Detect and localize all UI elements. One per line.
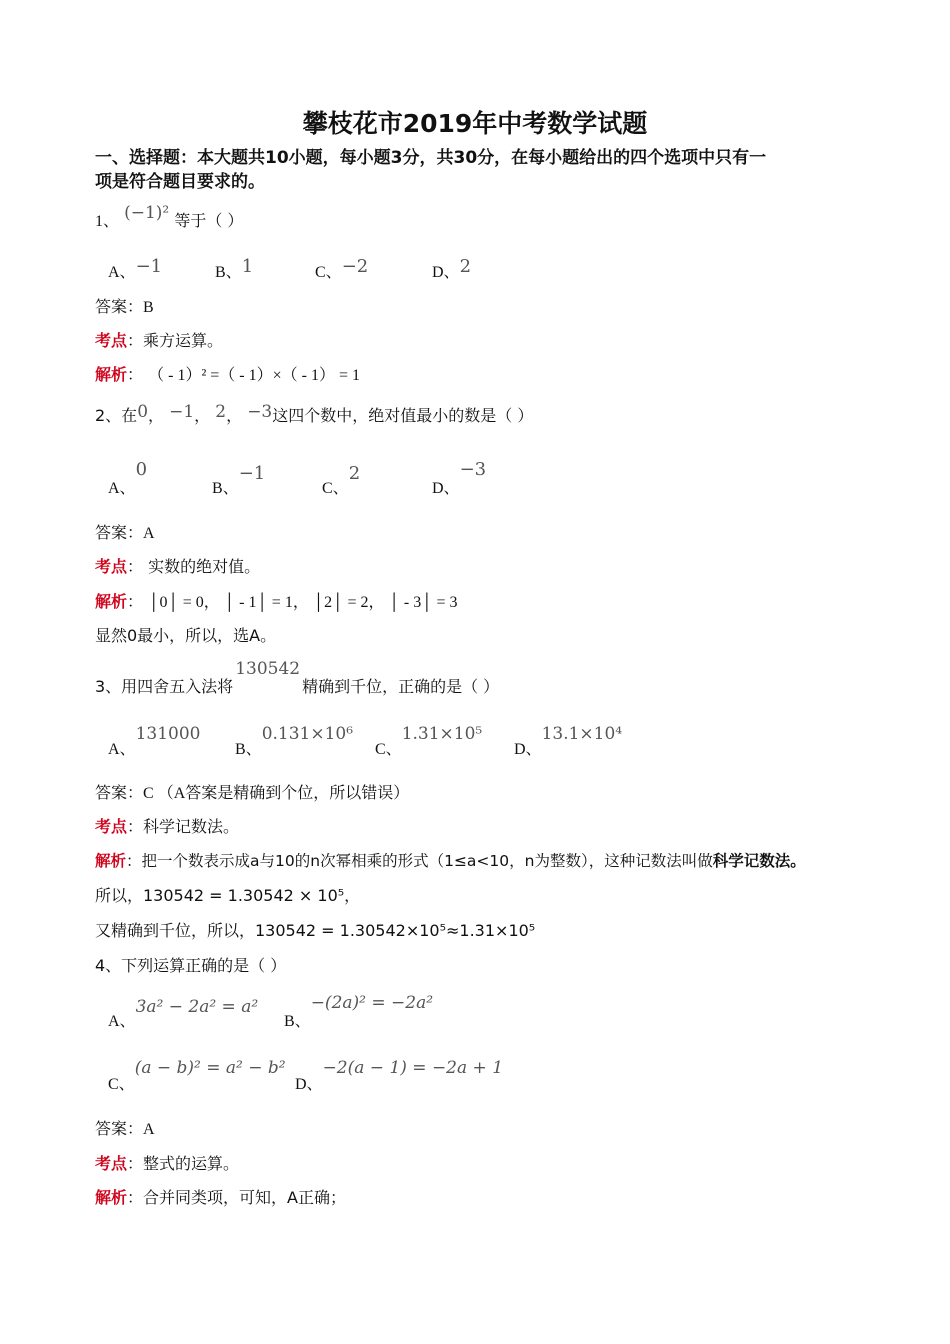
q2-stem: 2、在0， −1， 2， −3这四个数中，绝对值最小的数是（ ） xyxy=(95,402,534,425)
q3-kaodian: 考点：科学记数法。 xyxy=(95,817,240,836)
q2-option-c: C、2 xyxy=(322,463,361,497)
q2-kaodian: 考点： 实数的绝对值。 xyxy=(95,557,261,576)
q4-option-c: C、(a − b)² = a² − b² xyxy=(108,1058,286,1093)
q4-option-d: D、−2(a − 1) = −2a + 1 xyxy=(295,1058,504,1093)
q1-option-b: B、1 xyxy=(215,256,254,281)
q4-answer: 答案：A xyxy=(95,1119,155,1138)
q3-option-d: D、13.1×10⁴ xyxy=(514,724,623,758)
q2-option-b: B、−1 xyxy=(212,463,266,497)
q4-option-b: B、−(2a)² = −2a² xyxy=(284,993,434,1030)
q1-answer: 答案：B xyxy=(95,297,154,316)
q4-jiexi: 解析：合并同类项，可知，A正确； xyxy=(95,1188,346,1207)
q4-option-a: A、3a² − 2a² = a² xyxy=(108,997,259,1030)
q3-jiexi: 解析：把一个数表示成a与10的n次幂相乘的形式（1≤a<10，n为整数），这种记数法叫做科学记数法。 xyxy=(95,852,806,870)
q2-conclusion: 显然0最小，所以，选A。 xyxy=(95,626,277,645)
q3-option-c: C、1.31×10⁵ xyxy=(375,724,483,758)
q3-jiexi-line2: 所以，130542 = 1.30542 × 10⁵， xyxy=(95,886,361,905)
q3-jiexi-line3: 又精确到千位，所以，130542 = 1.30542×10⁵≈1.31×10⁵ xyxy=(95,921,536,940)
q4-stem: 4、下列运算正确的是（ ） xyxy=(95,956,287,975)
section-header-line1: 一、选择题：本大题共10小题，每小题3分，共30分，在每小题给出的四个选项中只有一 xyxy=(95,148,767,168)
q4-kaodian: 考点：整式的运算。 xyxy=(95,1154,240,1173)
q1-kaodian: 考点：乘方运算。 xyxy=(95,331,224,350)
section-header-line2: 项是符合题目要求的。 xyxy=(95,172,265,192)
q3-option-b: B、0.131×10⁶ xyxy=(235,724,354,758)
page-title: 攀枝花市2019年中考数学试题 xyxy=(302,109,648,138)
q1-option-d: D、2 xyxy=(432,256,472,281)
q1-expression: (−1)² xyxy=(124,203,170,223)
q1-option-a: A、−1 xyxy=(108,256,163,281)
q1-jiexi: 解析： （ - 1）² =（ - 1）×（ - 1） = 1 xyxy=(95,365,360,384)
q2-option-a: A、0 xyxy=(108,459,148,497)
q1-suffix: 等于（ ） xyxy=(174,211,244,230)
q2-option-d: D、−3 xyxy=(432,459,487,497)
q3-option-a: A、131000 xyxy=(108,724,201,758)
q2-jiexi: 解析： │0│ = 0， │ - 1│ = 1， │2│ = 2， │ - 3│ = 3 xyxy=(95,592,458,611)
q3-answer: 答案：C （A答案是精确到个位，所以错误） xyxy=(95,783,410,802)
q2-answer: 答案：A xyxy=(95,523,155,542)
q1-number: 1、 xyxy=(95,213,120,230)
q1-stem xyxy=(95,203,244,231)
q1-option-c: C、−2 xyxy=(315,256,369,281)
q3-stem: 3、用四舍五入法将130542精确到千位，正确的是（ ） xyxy=(95,659,500,696)
